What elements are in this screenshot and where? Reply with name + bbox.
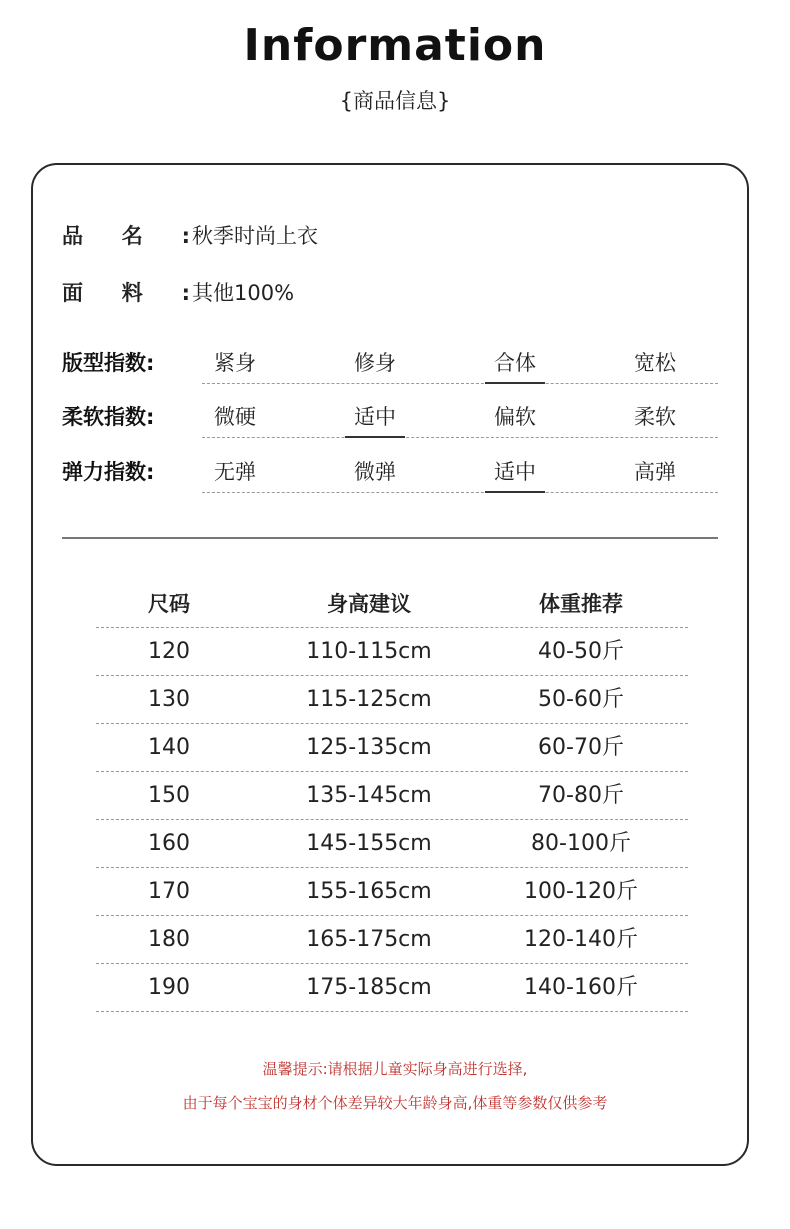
weight-cell: 120-140斤 — [524, 927, 638, 952]
section-divider — [62, 537, 718, 539]
table-header-row — [96, 580, 688, 628]
index-option-selected: 合体 — [485, 348, 545, 378]
size-cell: 170 — [148, 879, 190, 904]
table-row — [96, 820, 688, 868]
height-cell: 135-145cm — [306, 783, 432, 808]
table-row — [96, 772, 688, 820]
index-option: 偏软 — [494, 405, 536, 429]
size-cell: 120 — [148, 639, 190, 664]
size-cell: 150 — [148, 783, 190, 808]
weight-cell: 80-100斤 — [531, 831, 631, 856]
size-cell: 190 — [148, 975, 190, 1000]
page-title: Information — [243, 20, 547, 71]
height-cell: 125-135cm — [306, 735, 432, 760]
tip-line-1: 温馨提示:请根据儿童实际身高进行选择, — [262, 1060, 528, 1078]
info-key: 品名: — [62, 224, 190, 248]
index-option: 修身 — [354, 351, 396, 375]
info-key: 面料: — [62, 281, 190, 305]
height-cell: 145-155cm — [306, 831, 432, 856]
weight-cell: 60-70斤 — [538, 735, 624, 760]
page-subtitle: {商品信息} — [339, 89, 451, 113]
table-row — [96, 628, 688, 676]
weight-cell: 140-160斤 — [524, 975, 638, 1000]
dashed-divider — [202, 492, 718, 493]
index-option: 紧身 — [214, 351, 256, 375]
index-row-fit — [62, 344, 718, 384]
tip-line-2: 由于每个宝宝的身材个体差异较大年龄身高,体重等参数仅供参考 — [182, 1094, 608, 1112]
table-row — [96, 724, 688, 772]
info-value: 秋季时尚上衣 — [192, 224, 318, 248]
size-table — [96, 580, 688, 1012]
index-label: 柔软指数: — [62, 405, 155, 429]
index-option: 微弹 — [354, 460, 396, 484]
table-row — [96, 916, 688, 964]
index-option-selected: 适中 — [485, 457, 545, 487]
index-option: 无弹 — [214, 460, 256, 484]
index-option: 微硬 — [214, 405, 256, 429]
dashed-divider — [202, 383, 718, 384]
height-cell: 155-165cm — [306, 879, 432, 904]
index-row-elasticity — [62, 453, 718, 493]
weight-cell: 100-120斤 — [524, 879, 638, 904]
size-cell: 160 — [148, 831, 190, 856]
info-row-name — [62, 220, 318, 252]
size-cell: 140 — [148, 735, 190, 760]
weight-cell: 40-50斤 — [538, 639, 624, 664]
index-label: 版型指数: — [62, 351, 155, 375]
index-row-softness — [62, 398, 718, 438]
index-option-selected: 适中 — [345, 402, 405, 432]
index-label: 弹力指数: — [62, 460, 155, 484]
table-row — [96, 868, 688, 916]
info-row-fabric — [62, 277, 294, 309]
column-header-weight: 体重推荐 — [539, 592, 623, 616]
weight-cell: 50-60斤 — [538, 687, 624, 712]
size-cell: 130 — [148, 687, 190, 712]
info-value: 其他100% — [192, 281, 295, 305]
height-cell: 110-115cm — [306, 639, 432, 664]
table-row — [96, 676, 688, 724]
height-cell: 175-185cm — [306, 975, 432, 1000]
height-cell: 165-175cm — [306, 927, 432, 952]
column-header-size: 尺码 — [148, 592, 190, 616]
table-row — [96, 964, 688, 1012]
column-header-height: 身高建议 — [327, 592, 411, 616]
weight-cell: 70-80斤 — [538, 783, 624, 808]
index-option: 宽松 — [634, 351, 676, 375]
dashed-divider — [202, 437, 718, 438]
height-cell: 115-125cm — [306, 687, 432, 712]
index-option: 柔软 — [634, 405, 676, 429]
size-cell: 180 — [148, 927, 190, 952]
index-option: 高弹 — [634, 460, 676, 484]
